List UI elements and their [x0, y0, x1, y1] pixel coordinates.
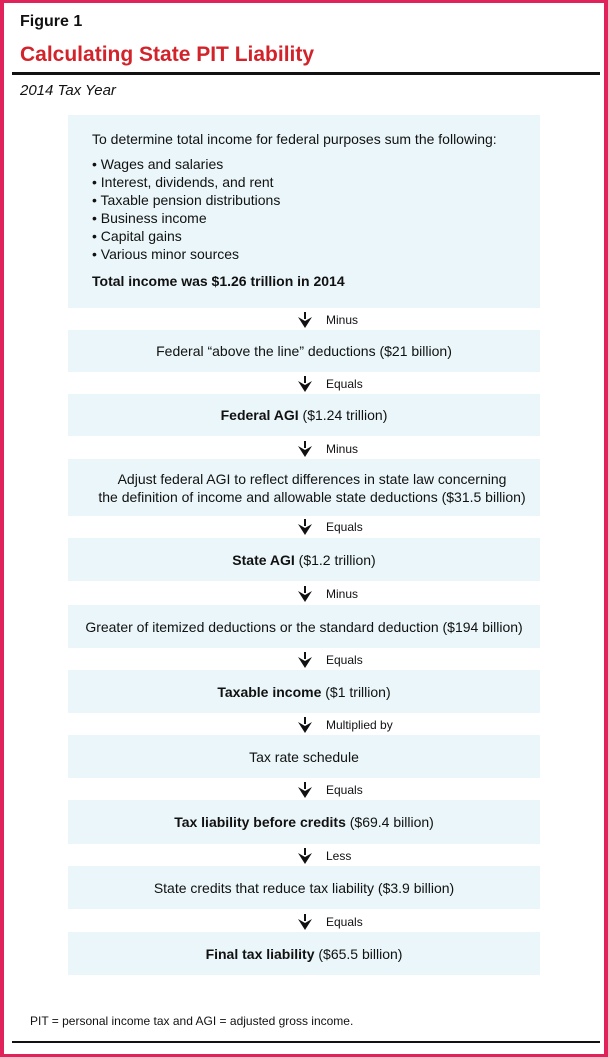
flow-connector — [296, 518, 363, 536]
down-arrow-icon — [296, 375, 314, 393]
connector-label: Equals — [326, 653, 363, 667]
step-text: State AGI ($1.2 trillion) — [232, 551, 376, 568]
down-arrow-icon — [296, 913, 314, 931]
step-text: Taxable income ($1 trillion) — [217, 683, 391, 700]
step-box — [68, 800, 540, 844]
step-box — [68, 670, 540, 713]
list-item: • Wages and salaries — [92, 156, 224, 172]
step-box — [68, 735, 540, 778]
connector-label: Minus — [326, 587, 359, 601]
step-box — [68, 866, 540, 909]
intro-text: To determine total income for federal purposes sum the following: — [92, 131, 497, 147]
figure-subtitle: 2014 Tax Year — [20, 82, 116, 99]
list-item: • Interest, dividends, and rent — [92, 174, 274, 190]
step-text: Final tax liability ($65.5 billion) — [205, 945, 403, 962]
list-item: • Capital gains — [92, 228, 182, 244]
figure-label: Figure 1 — [20, 13, 83, 30]
bottom-divider — [12, 1041, 600, 1043]
list-item: • Taxable pension distributions — [92, 192, 281, 208]
down-arrow-icon — [296, 716, 314, 734]
list-item: • Business income — [92, 210, 207, 226]
step-bold-text: Taxable income — [217, 683, 322, 700]
down-arrow-icon — [296, 847, 314, 865]
income-sources-list — [92, 155, 540, 263]
down-arrow-icon — [296, 311, 314, 329]
step-text: Federal AGI ($1.24 trillion) — [220, 407, 388, 423]
down-arrow-icon — [296, 585, 314, 603]
flow-connector — [296, 375, 363, 393]
step-bold-text: Federal AGI — [220, 407, 299, 423]
step-box — [68, 932, 540, 975]
connector-label: Minus — [326, 442, 359, 456]
footnote: PIT = personal income tax and AGI = adjusted gross income. — [30, 1014, 354, 1028]
down-arrow-icon — [296, 651, 314, 669]
flow-connector — [296, 847, 351, 865]
step-bold-text: State AGI — [232, 551, 295, 568]
connector-label: Multiplied by — [326, 718, 393, 732]
flow-connector — [296, 651, 363, 669]
step-box — [68, 538, 540, 581]
step-box — [68, 394, 540, 436]
step-box — [68, 459, 540, 516]
step-text: Greater of itemized deductions or the standard deduction ($194 billion) — [85, 618, 523, 635]
step-text: Federal “above the line” deductions ($21 billion) — [156, 343, 452, 359]
step-bold-text: Tax liability before credits — [174, 814, 346, 830]
connector-label: Equals — [326, 377, 363, 391]
down-arrow-icon — [296, 440, 314, 458]
list-item: • Various minor sources — [92, 246, 240, 262]
step-text: Tax liability before credits ($69.4 billion) — [174, 814, 434, 830]
flow-connector — [296, 311, 358, 329]
total-income-text: Total income was $1.26 trillion in 2014 — [92, 273, 345, 289]
title-divider — [12, 72, 600, 75]
connector-label: Equals — [326, 520, 363, 534]
step-text: State credits that reduce tax liability ($3.9 billion) — [153, 879, 455, 896]
step-box — [68, 605, 540, 648]
down-arrow-icon — [296, 781, 314, 799]
step-box — [68, 330, 540, 372]
connector-label: Equals — [326, 783, 363, 797]
step-text: Tax rate schedule — [249, 748, 359, 765]
figure-title: Calculating State PIT Liability — [20, 43, 315, 66]
flow-connector — [296, 716, 393, 734]
flow-connector — [296, 440, 358, 458]
total-income-box — [68, 115, 540, 308]
step-bold-text: Final tax liability — [205, 945, 315, 962]
connector-label: Equals — [326, 915, 363, 929]
down-arrow-icon — [296, 518, 314, 536]
flow-connector — [296, 585, 358, 603]
connector-label: Less — [326, 849, 352, 863]
connector-label: Minus — [326, 313, 359, 327]
step-text: Adjust federal AGI to reflect differences in state law concerning the definition of income and allowable state deductions ($31.5 billion) — [98, 470, 526, 505]
flow-connector — [296, 913, 363, 931]
flow-connector — [296, 781, 363, 799]
